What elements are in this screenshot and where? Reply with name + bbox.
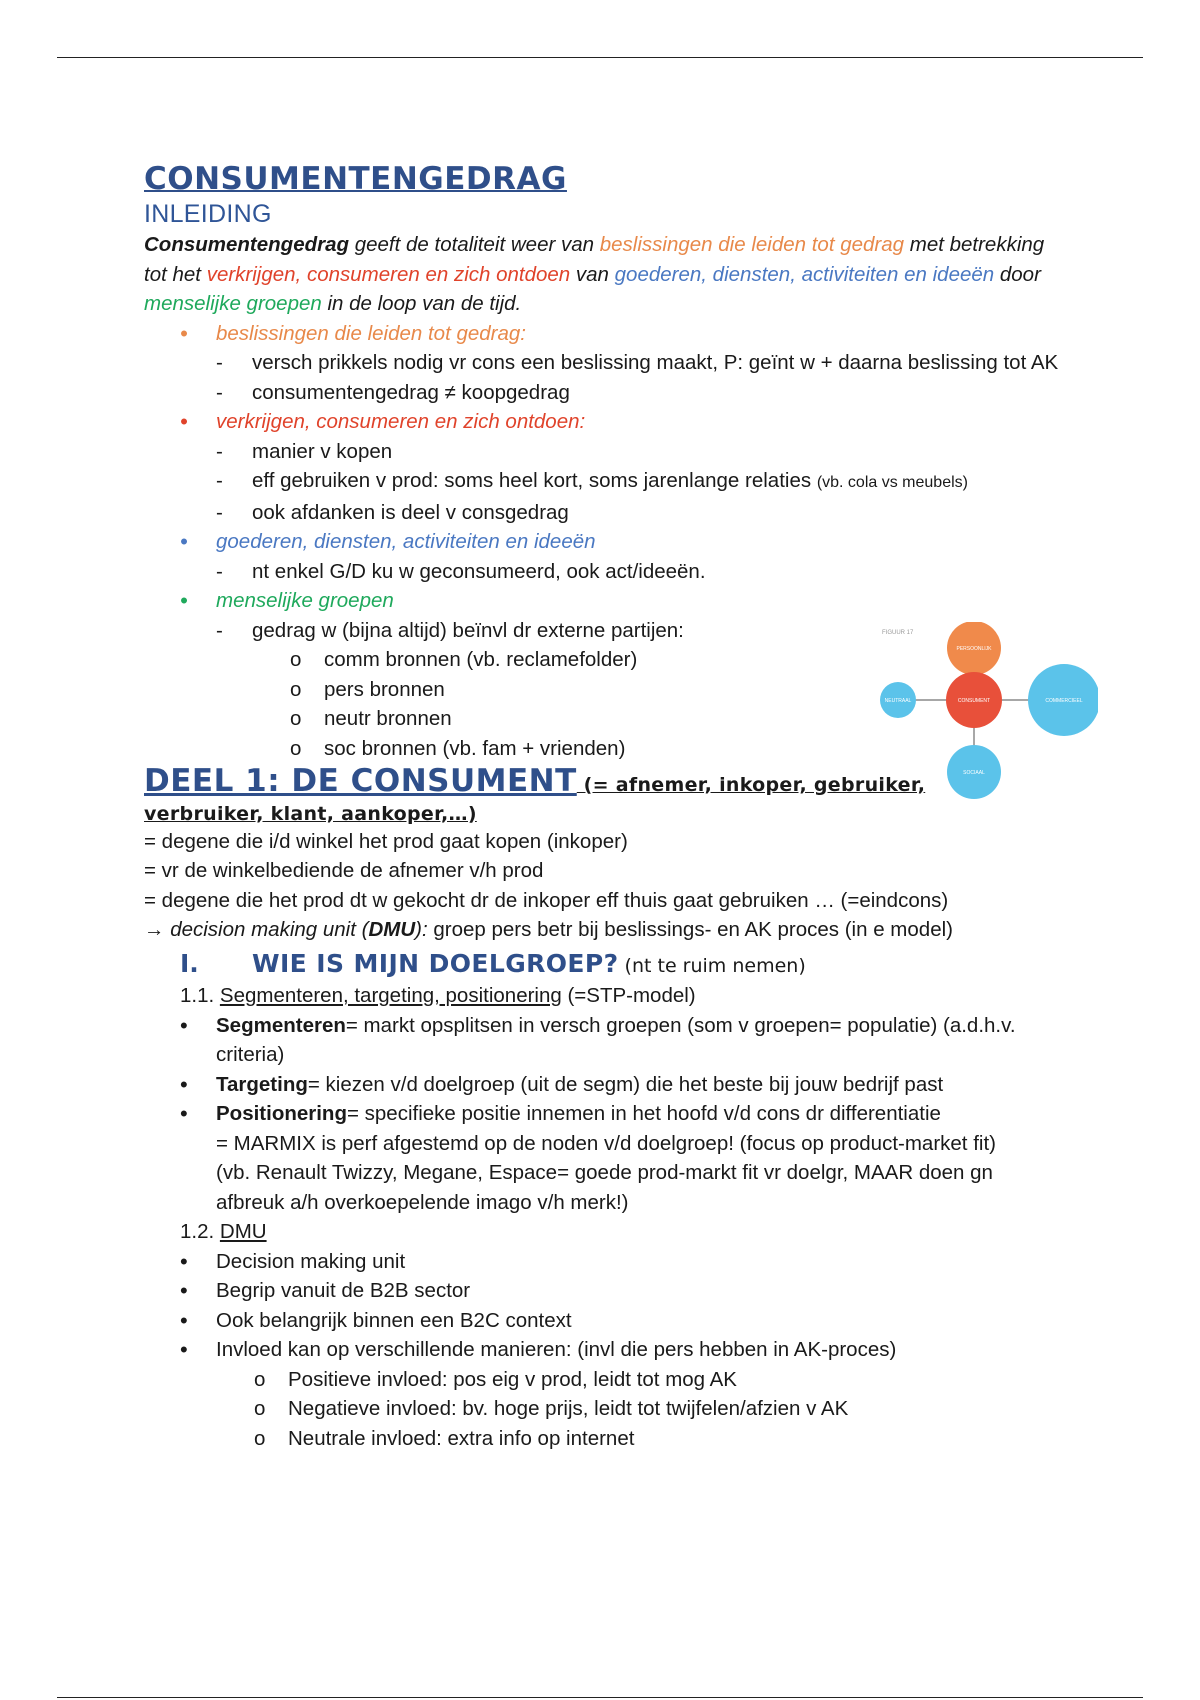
dash-example: (vb. cola vs meubels) <box>816 474 968 491</box>
deel-line: = degene die het prod dt w gekocht dr de inkoper eff thuis gaat gebruiken … (=eindcons) <box>144 888 949 912</box>
diagram-label-bottom: SOCIAAL <box>963 770 985 776</box>
diagram-label-top: PERSOONLIJK <box>956 646 992 652</box>
stp-list <box>144 1011 1064 1218</box>
subsection-dmu <box>144 1217 1064 1247</box>
section-title: WIE IS MIJN DOELGROEP? <box>252 948 619 978</box>
dmu-line <box>144 915 1064 945</box>
deel-title: DEEL 1: DE CONSUMENT <box>144 763 577 799</box>
dmu-item: • Decision making unit <box>144 1247 1064 1277</box>
diagram-label-right: COMMERCIEEL <box>1045 698 1083 704</box>
dash-item: - versch prikkels nodig vr cons een beslissing maakt, P: geïnt w + daarna beslissing tot AK <box>144 348 1064 378</box>
influence-item: o Neutrale invloed: extra info op internet <box>144 1424 1064 1454</box>
dash-item: - consumentengedrag ≠ koopgedrag <box>144 378 1064 408</box>
subsection-title: Segmenteren, targeting, positionering <box>219 984 562 1007</box>
arrow-icon: → <box>144 918 165 941</box>
dmu-item: • Ook belangrijk binnen een B2C context <box>144 1306 1064 1336</box>
bullet-item: • goederen, diensten, activiteiten en ideeën <box>144 527 1064 557</box>
intro-text: van <box>570 262 615 286</box>
stp-term: Segmenteren <box>216 1013 346 1037</box>
section-heading-inleiding: INLEIDING <box>144 200 272 228</box>
sub-item: o pers bronnen <box>144 675 1064 705</box>
dash-item <box>144 466 1064 498</box>
dash-item: - ook afdanken is deel v consgedrag <box>144 498 1064 528</box>
subsection-title: DMU <box>219 1220 267 1243</box>
subsection-number: 1.1. <box>180 984 220 1007</box>
dmu-term: decision making unit ( <box>164 918 369 941</box>
intro-blue: goederen, diensten, activiteiten en ideeën <box>614 262 995 286</box>
intro-paragraph <box>144 230 1064 319</box>
dash-item: - nt enkel G/D ku w geconsumeerd, ook act/ideeën. <box>144 557 1064 587</box>
subsection-number: 1.2. <box>180 1220 220 1243</box>
header-rule <box>57 57 1143 58</box>
subsection-stp <box>144 981 1064 1011</box>
bullet-item: • menselijke groepen <box>144 586 1064 616</box>
intro-term: Consumentengedrag <box>144 233 350 256</box>
bullet-item: • verkrijgen, consumeren en zich ontdoen: <box>144 407 1064 437</box>
intro-text: geeft de totaliteit weer van <box>349 233 600 256</box>
diagram-label-center: CONSUMENT <box>957 698 991 704</box>
stp-text: = specifieke positie innemen in het hoofd v/d cons dr differentiatie <box>346 1102 941 1125</box>
dash-item: - manier v kopen <box>144 437 1064 467</box>
stp-term: Positionering <box>216 1102 347 1125</box>
stp-extra: = MARMIX is perf afgestemd op de noden v/d doelgroep! (focus op product-market fit) <box>216 1131 996 1155</box>
dmu-definition: groep pers betr bij beslissings- en AK proces (in e model) <box>427 918 953 941</box>
intro-text: met betrekking tot het <box>144 233 1045 286</box>
page-title: CONSUMENTENGEDRAG <box>144 161 567 197</box>
stp-item <box>144 1011 1064 1070</box>
influence-item: o Positieve invloed: pos eig v prod, leidt tot mog AK <box>144 1365 1064 1395</box>
deel-line: = vr de winkelbediende de afnemer v/h prod <box>144 859 544 882</box>
stp-term: Targeting <box>216 1072 308 1096</box>
dmu-list <box>144 1247 1064 1454</box>
intro-text: door <box>994 262 1041 286</box>
intro-green: menselijke groepen <box>144 292 322 315</box>
dmu-term-close: ): <box>415 918 428 941</box>
stp-item <box>144 1070 1064 1100</box>
dash-text: eff gebruiken v prod: soms heel kort, soms jarenlange relaties <box>252 469 817 492</box>
diagram-label-left: NEUTRAAL <box>884 698 912 704</box>
footer-rule <box>57 1697 1143 1698</box>
influence-item: o Negatieve invloed: bv. hoge prijs, leidt tot twijfelen/afzien v AK <box>144 1394 1064 1424</box>
section-heading-doelgroep <box>144 949 1064 982</box>
dmu-item: • Invloed kan op verschillende manieren: (invl die pers hebben in AK-proces) <box>144 1335 1064 1365</box>
section-note: (nt te ruim nemen) <box>618 954 806 977</box>
subsection-note: (=STP-model) <box>561 984 696 1007</box>
stp-text: = markt opsplitsen in versch groepen (som v groepen= populatie) (a.d.h.v. criteria) <box>216 1013 1016 1066</box>
deel-line: = degene die i/d winkel het prod gaat kopen (inkoper) <box>144 829 628 853</box>
dmu-item: • Begrip vanuit de B2B sector <box>144 1276 1064 1306</box>
intro-orange: beslissingen die leiden tot gedrag <box>599 233 905 256</box>
intro-red: verkrijgen, consumeren en zich ontdoen <box>206 262 571 286</box>
sub-item: o comm bronnen (vb. reclamefolder) <box>144 645 1064 675</box>
stp-text: = kiezen v/d doelgroep (uit de segm) die het beste bij jouw bedrijf past <box>307 1072 944 1096</box>
consumer-influence-diagram <box>876 622 1098 800</box>
deel-synonyms-cont: verbruiker, klant, aankoper,…) <box>144 802 477 825</box>
dash-item: - gedrag w (bijna altijd) beïnvl dr externe partijen: <box>144 616 1064 646</box>
bullet-item: • beslissingen die leiden tot gedrag: <box>144 319 1064 349</box>
roman-numeral: I. <box>180 948 199 978</box>
document-body <box>144 160 1064 1453</box>
deel-synonyms: (= afnemer, inkoper, gebruiker, <box>576 774 926 796</box>
stp-item <box>144 1099 1064 1217</box>
sub-item: o soc bronnen (vb. fam + vrienden) <box>144 734 1064 764</box>
intro-text: in de loop van de tijd. <box>321 292 522 315</box>
dmu-abbr: DMU <box>368 918 416 941</box>
diagram-caption: FIGUUR 17 <box>882 630 914 636</box>
sub-item: o neutr bronnen <box>144 704 1064 734</box>
stp-extra: (vb. Renault Twizzy, Megane, Espace= goede prod-markt fit vr doelgr, MAAR doen gn afbreuk a/h overkoepelende imago v/h merk!) <box>216 1161 993 1214</box>
